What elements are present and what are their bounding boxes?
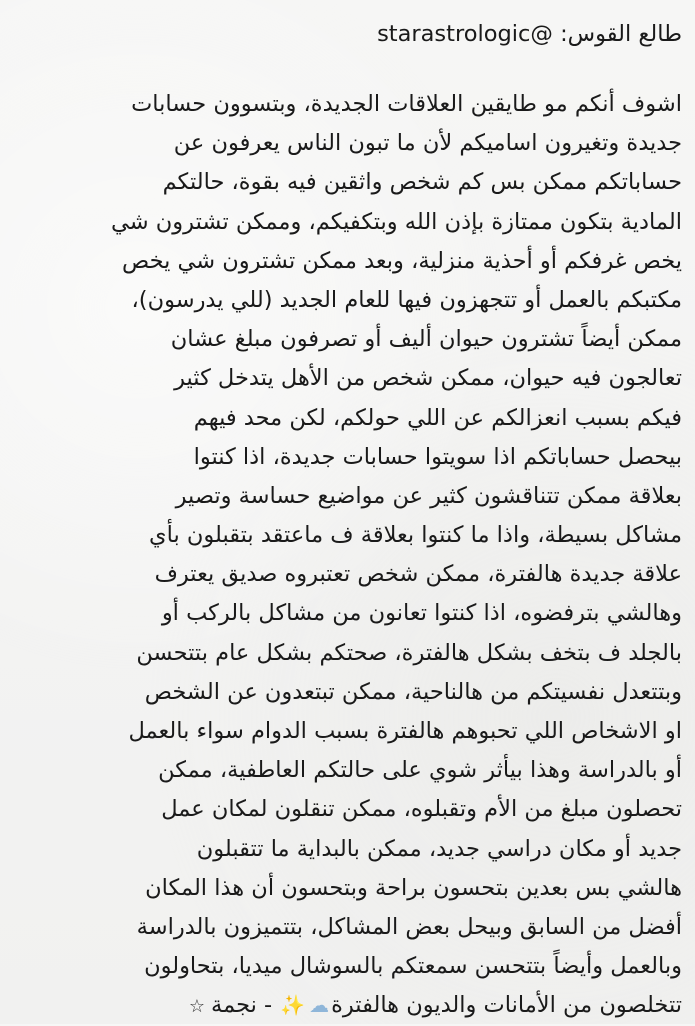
star-icon: ☆ (188, 996, 206, 1018)
text-line: جديد أو مكان دراسي جديد، ممكن بالبداية ما تتقبلون (196, 835, 682, 862)
text-line: بالجلد ف بتخف بشكل هالفترة، صحتكم بشكل عام بتتحسن (136, 639, 682, 666)
cloud-icon: ☁ (309, 993, 330, 1018)
text-line: فيكم بسبب انعزالكم عن اللي حولكم، لكن محد فيهم (193, 404, 682, 431)
text-line: مشاكل بسيطة، واذا ما كنتوا بعلاقة ف ماعتقد بتقبلون بأي (148, 522, 682, 549)
text-line: او الاشخاص اللي تحبوهم هالفترة بسبب الدوام سواء بالعمل (128, 718, 682, 744)
text-line: اشوف أنكم مو طايقين العلاقات الجديدة، وبتسوون حسابات (131, 91, 682, 117)
header-handle: starastrologic@ (377, 21, 553, 47)
text-line: وهالشي بترفضوه، اذا كنتوا تعانون من مشاكل بالركب أو (161, 600, 682, 627)
text-line: يخص غرفكم أو أحذية منزلية، وبعد ممكن تشترون شي يخص (122, 247, 682, 274)
text-line-last (10, 986, 682, 1025)
note-body (10, 85, 682, 1026)
text-line: تحصلون مبلغ من الأم وتقبلوه، ممكن تنقلون لمكان عمل (161, 796, 682, 823)
text-line: بعلاقة ممكن تتناقشون كثير عن مواضيع حساسة وتصير (175, 482, 682, 509)
text-line: بيحصل حساباتكم اذا سويتوا حسابات جديدة، اذا كنتوا (193, 443, 682, 470)
last-line-text: تتخلصون من الأمانات والديون هالفترة (331, 992, 682, 1019)
text-line: المادية بتكون ممتازة بإذن الله وبتكفيكم، وممكن تشترون شي (111, 208, 682, 235)
text-line: حساباتكم ممكن بس كم شخص واثقين فيه بقوة، حالتكم (162, 169, 682, 196)
text-line: وبتتعدل نفسيتكم من هالناحية، ممكن تبتعدون عن الشخص (144, 678, 682, 705)
sparkles-icon: ✨ (280, 993, 306, 1018)
signature: - نجمة (211, 992, 273, 1019)
text-line: وبالعمل وأيضاً بتتحسن سمعتكم بالسوشال ميديا، بتحاولون (144, 953, 682, 980)
text-line: أفضل من السابق وبيحل بعض المشاكل، بتتميزون بالدراسة (136, 913, 682, 940)
text-line: علاقة جديدة هالفترة، ممكن شخص تعتبروه صديق يعترف (154, 561, 682, 588)
text-line: جديدة وتغيرون اساميكم لأن ما تبون الناس يعرفون عن (173, 130, 682, 157)
text-line: ممكن أيضاً تشترون حيوان أليف أو تصرفون مبلغ عشان (170, 326, 682, 353)
header-label: طالع القوس (567, 21, 682, 47)
text-line: هالشي بس بعدين بتحسون براحة وبتحسون أن هذا المكان (145, 874, 682, 901)
text-line: أو بالدراسة وهذا بيأثر شوي على حالتكم العاطفية، ممكن (158, 757, 682, 784)
text-line: مكتبكم بالعمل أو تتجهزون فيها للعام الجديد (للي يدرسون)، (131, 286, 682, 313)
note-header (377, 14, 682, 54)
text-line: تعالجون فيه حيوان، ممكن شخص من الأهل يتدخل كثير (174, 365, 682, 392)
header-colon: : (560, 21, 568, 47)
